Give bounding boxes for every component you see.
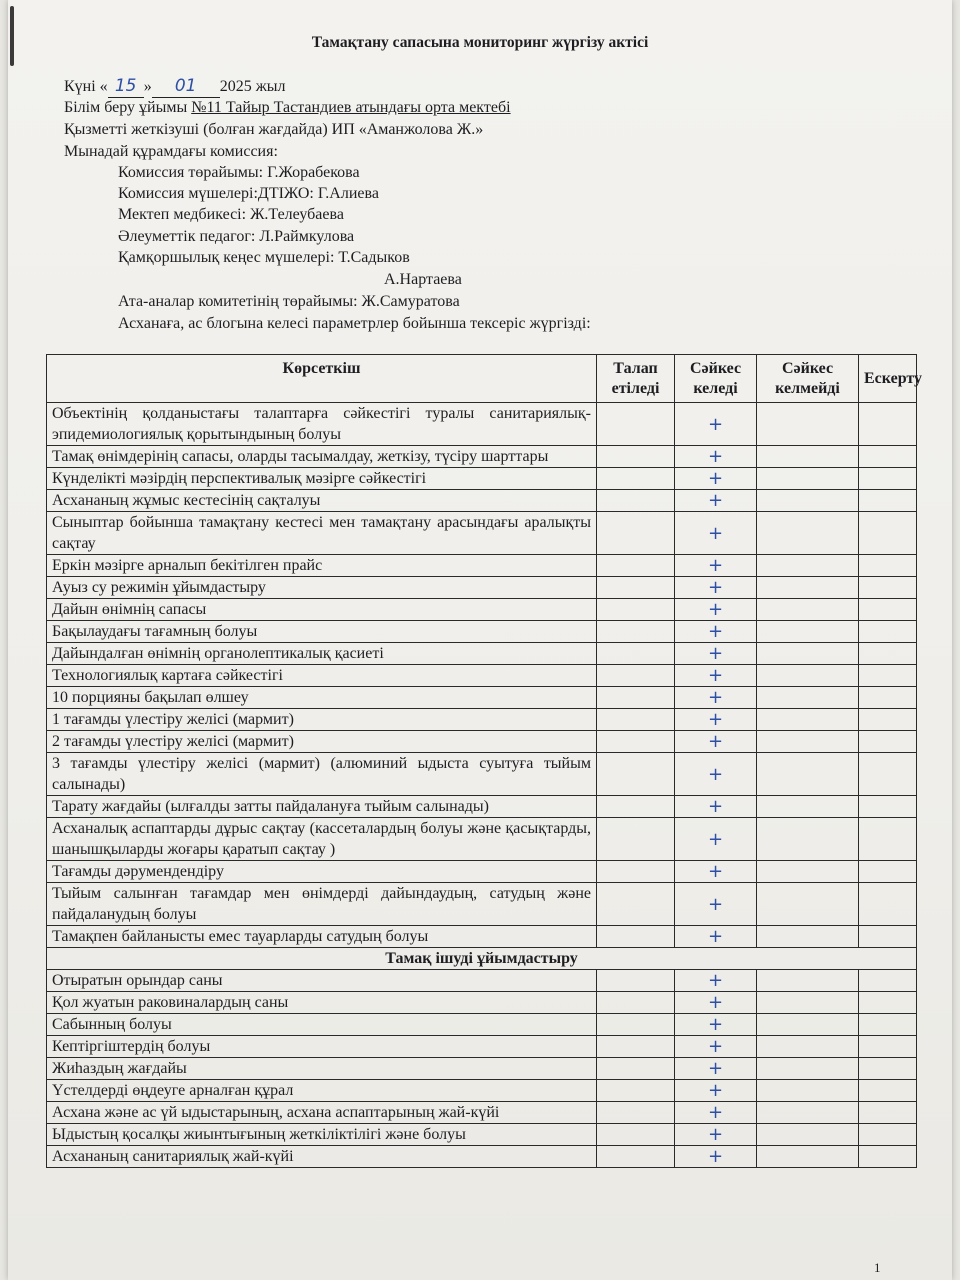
indicator-cell: Үстелдерді өңдеуге арналған құрал xyxy=(47,1080,597,1102)
noncompliant-cell xyxy=(757,883,859,926)
compliant-cell: + xyxy=(675,818,757,861)
required-cell xyxy=(597,1124,675,1146)
supplier-line: Қызметті жеткізуші (болған жағдайда) ИП «Аманжолова Ж.» xyxy=(64,121,484,138)
commission-member: Әлеуметтік педагог: Л.Раймкулова xyxy=(118,228,355,245)
commission-member: Комиссия мүшелері:ДТІЖО: Г.Алиева xyxy=(118,185,379,202)
note-cell xyxy=(859,753,917,796)
noncompliant-cell xyxy=(757,403,859,446)
noncompliant-cell xyxy=(757,555,859,577)
parents-chair: Ата-аналар комитетінің төрайымы: Ж.Самуратова xyxy=(118,293,460,310)
required-cell xyxy=(597,861,675,883)
indicator-cell: Тарату жағдайы (ылғалды затты пайдалануға тыйым салынады) xyxy=(47,796,597,818)
note-cell xyxy=(859,992,917,1014)
table-row xyxy=(47,403,917,446)
inspection-table xyxy=(46,354,923,1168)
compliant-cell: + xyxy=(675,446,757,468)
table-row xyxy=(47,599,917,621)
table-row xyxy=(47,468,917,490)
required-cell xyxy=(597,818,675,861)
noncompliant-cell xyxy=(757,796,859,818)
indicator-cell: Жиһаздың жағдайы xyxy=(47,1058,597,1080)
compliant-cell: + xyxy=(675,1014,757,1036)
noncompliant-cell xyxy=(757,446,859,468)
indicator-cell: Ыдыстың қосалқы жиынтығының жеткіліктілігі және болуы xyxy=(47,1124,597,1146)
note-cell xyxy=(859,621,917,643)
compliant-cell: + xyxy=(675,643,757,665)
header-indicator: Көрсеткіш xyxy=(47,355,597,403)
note-cell xyxy=(859,731,917,753)
indicator-cell: Қол жуатын раковиналардың саны xyxy=(47,992,597,1014)
section-row xyxy=(47,948,917,970)
required-cell xyxy=(597,490,675,512)
document-title: Тамақтану сапасына мониторинг жүргізу актісі xyxy=(311,34,649,51)
noncompliant-cell xyxy=(757,577,859,599)
indicator-cell: Отыратын орындар саны xyxy=(47,970,597,992)
table-row xyxy=(47,665,917,687)
compliant-cell: + xyxy=(675,1124,757,1146)
indicator-cell: Тағамды дәрумендендіру xyxy=(47,861,597,883)
indicator-cell: Бақылаудағы тағамның болуы xyxy=(47,621,597,643)
compliant-cell: + xyxy=(675,490,757,512)
note-cell xyxy=(859,1102,917,1124)
noncompliant-cell xyxy=(757,512,859,555)
table-row xyxy=(47,970,917,992)
table-row xyxy=(47,1014,917,1036)
required-cell xyxy=(597,1058,675,1080)
indicator-cell: Асхана және ас үй ыдыстарының, асхана аспаптарының жай-күйі xyxy=(47,1102,597,1124)
note-cell xyxy=(859,861,917,883)
noncompliant-cell xyxy=(757,731,859,753)
noncompliant-cell xyxy=(757,753,859,796)
required-cell xyxy=(597,970,675,992)
compliant-cell: + xyxy=(675,1058,757,1080)
note-cell xyxy=(859,818,917,861)
required-cell xyxy=(597,1146,675,1168)
indicator-cell: Дайындалған өнімнің органолептикалық қасиеті xyxy=(47,643,597,665)
compliant-cell: + xyxy=(675,1102,757,1124)
table-row xyxy=(47,883,917,926)
required-cell xyxy=(597,599,675,621)
noncompliant-cell xyxy=(757,709,859,731)
school-line: Білім беру ұйымы №11 Тайыр Тастандиев атындағы орта мектебі xyxy=(64,99,511,116)
table-row xyxy=(47,1102,917,1124)
table-row xyxy=(47,577,917,599)
compliant-cell: + xyxy=(675,468,757,490)
required-cell xyxy=(597,643,675,665)
required-cell xyxy=(597,621,675,643)
required-cell xyxy=(597,446,675,468)
noncompliant-cell xyxy=(757,1124,859,1146)
header-note: Ескерту xyxy=(859,355,917,403)
note-cell xyxy=(859,512,917,555)
compliant-cell: + xyxy=(675,926,757,948)
note-cell xyxy=(859,643,917,665)
compliant-cell: + xyxy=(675,796,757,818)
commission-member: Мектеп медбикесі: Ж.Телеубаева xyxy=(118,206,344,223)
note-cell xyxy=(859,403,917,446)
noncompliant-cell xyxy=(757,818,859,861)
indicator-cell: Ауыз су режимін ұйымдастыру xyxy=(47,577,597,599)
commission-member-extra: А.Нартаева xyxy=(384,271,462,288)
date-day: 15 xyxy=(114,76,137,96)
compliant-cell: + xyxy=(675,555,757,577)
compliant-cell: + xyxy=(675,753,757,796)
inspection-text: Асханаға, ас блогына келесі параметрлер бойынша тексеріс жүргізді: xyxy=(118,315,591,332)
indicator-cell: Асханалық аспаптарды дұрыс сақтау (кассеталардың болуы және қасықтарды, шанышқыларды жоғары қаратып сақтау ) xyxy=(47,818,597,861)
compliant-cell: + xyxy=(675,403,757,446)
indicator-cell: Технологиялық картаға сәйкестігі xyxy=(47,665,597,687)
note-cell xyxy=(859,577,917,599)
compliant-cell: + xyxy=(675,709,757,731)
noncompliant-cell xyxy=(757,861,859,883)
table-row xyxy=(47,1124,917,1146)
date-month: 01 xyxy=(174,76,197,96)
commission-member: Комиссия төрайымы: Г.Жорабекова xyxy=(118,164,360,181)
indicator-cell: 10 порцияны бақылап өлшеу xyxy=(47,687,597,709)
table-row xyxy=(47,709,917,731)
indicator-cell: Күнделікті мәзірдің перспективалық мәзірге сәйкестігі xyxy=(47,468,597,490)
indicator-cell: Кептіргіштердің болуы xyxy=(47,1036,597,1058)
table-row xyxy=(47,926,917,948)
header-compliant: Сәйкес келеді xyxy=(675,355,757,403)
noncompliant-cell xyxy=(757,1146,859,1168)
compliant-cell: + xyxy=(675,512,757,555)
school-name: №11 Тайыр Тастандиев атындағы орта мектебі xyxy=(191,99,511,116)
required-cell xyxy=(597,577,675,599)
note-cell xyxy=(859,1058,917,1080)
indicator-cell: Тыйым салынған тағамдар мен өнімдерді дайындаудың, сатудың және пайдаланудың болуы xyxy=(47,883,597,926)
required-cell xyxy=(597,1102,675,1124)
required-cell xyxy=(597,709,675,731)
noncompliant-cell xyxy=(757,468,859,490)
table-row xyxy=(47,818,917,861)
required-cell xyxy=(597,796,675,818)
indicator-cell: 2 тағамды үлестіру желісі (мармит) xyxy=(47,731,597,753)
table-row xyxy=(47,861,917,883)
table-row xyxy=(47,1080,917,1102)
noncompliant-cell xyxy=(757,992,859,1014)
required-cell xyxy=(597,883,675,926)
compliant-cell: + xyxy=(675,577,757,599)
note-cell xyxy=(859,1124,917,1146)
note-cell xyxy=(859,665,917,687)
noncompliant-cell xyxy=(757,490,859,512)
date-line: Күні « 15 » 01 2025 жыл xyxy=(64,76,286,96)
required-cell xyxy=(597,1036,675,1058)
noncompliant-cell xyxy=(757,1102,859,1124)
indicator-cell: Сабынның болуы xyxy=(47,1014,597,1036)
table-row xyxy=(47,512,917,555)
table-row xyxy=(47,643,917,665)
required-cell xyxy=(597,1080,675,1102)
compliant-cell: + xyxy=(675,1036,757,1058)
table-row xyxy=(47,1036,917,1058)
noncompliant-cell xyxy=(757,970,859,992)
required-cell xyxy=(597,926,675,948)
required-cell xyxy=(597,665,675,687)
required-cell xyxy=(597,753,675,796)
noncompliant-cell xyxy=(757,926,859,948)
table-row xyxy=(47,687,917,709)
header-noncompliant: Сәйкес келмейді xyxy=(757,355,859,403)
compliant-cell: + xyxy=(675,992,757,1014)
indicator-cell: Еркін мәзірге арналып бекітілген прайс xyxy=(47,555,597,577)
note-cell xyxy=(859,468,917,490)
table-row xyxy=(47,753,917,796)
noncompliant-cell xyxy=(757,643,859,665)
note-cell xyxy=(859,709,917,731)
header-required: Талап етіледі xyxy=(597,355,675,403)
note-cell xyxy=(859,796,917,818)
note-cell xyxy=(859,490,917,512)
table-row xyxy=(47,992,917,1014)
noncompliant-cell xyxy=(757,1014,859,1036)
required-cell xyxy=(597,555,675,577)
indicator-cell: Объектінің қолданыстағы талаптарға сәйкестігі туралы санитариялық-эпидемиологиялық қорытындының болуы xyxy=(47,403,597,446)
commission-intro: Мынадай құрамдағы комиссия: xyxy=(64,143,278,160)
note-cell xyxy=(859,926,917,948)
required-cell xyxy=(597,468,675,490)
note-cell xyxy=(859,555,917,577)
required-cell xyxy=(597,512,675,555)
table-row xyxy=(47,731,917,753)
noncompliant-cell xyxy=(757,621,859,643)
table-row xyxy=(47,1146,917,1168)
note-cell xyxy=(859,446,917,468)
required-cell xyxy=(597,403,675,446)
compliant-cell: + xyxy=(675,1146,757,1168)
compliant-cell: + xyxy=(675,599,757,621)
compliant-cell: + xyxy=(675,970,757,992)
note-cell xyxy=(859,883,917,926)
noncompliant-cell xyxy=(757,1036,859,1058)
noncompliant-cell xyxy=(757,1058,859,1080)
required-cell xyxy=(597,731,675,753)
noncompliant-cell xyxy=(757,665,859,687)
section-title: Тамақ ішуді ұйымдастыру xyxy=(47,948,917,970)
noncompliant-cell xyxy=(757,687,859,709)
indicator-cell: 3 тағамды үлестіру желісі (мармит) (алюминий ыдыста суытуға тыйым салынады) xyxy=(47,753,597,796)
note-cell xyxy=(859,1146,917,1168)
indicator-cell: Дайын өнімнің сапасы xyxy=(47,599,597,621)
table-row xyxy=(47,621,917,643)
noncompliant-cell xyxy=(757,599,859,621)
page-number: 1 xyxy=(874,1260,881,1275)
compliant-cell: + xyxy=(675,621,757,643)
required-cell xyxy=(597,687,675,709)
indicator-cell: Асхананың жұмыс кестесінің сақталуы xyxy=(47,490,597,512)
note-cell xyxy=(859,1036,917,1058)
note-cell xyxy=(859,687,917,709)
table-row xyxy=(47,1058,917,1080)
required-cell xyxy=(597,992,675,1014)
required-cell xyxy=(597,1014,675,1036)
table-header-row xyxy=(47,355,917,403)
table-row xyxy=(47,446,917,468)
compliant-cell: + xyxy=(675,883,757,926)
commission-member: Қамқоршылық кеңес мүшелері: Т.Садыков xyxy=(118,249,410,266)
indicator-cell: Тамақ өнімдерінің сапасы, оларды тасымалдау, жеткізу, түсіру шарттары xyxy=(47,446,597,468)
note-cell xyxy=(859,599,917,621)
note-cell xyxy=(859,970,917,992)
table-row xyxy=(47,555,917,577)
indicator-cell: Тамақпен байланысты емес тауарларды сатудың болуы xyxy=(47,926,597,948)
compliant-cell: + xyxy=(675,1080,757,1102)
indicator-cell: Асхананың санитариялық жай-күйі xyxy=(47,1146,597,1168)
indicator-cell: Сыныптар бойынша тамақтану кестесі мен тамақтану арасындағы аралықты сақтау xyxy=(47,512,597,555)
note-cell xyxy=(859,1014,917,1036)
noncompliant-cell xyxy=(757,1080,859,1102)
table-row xyxy=(47,490,917,512)
compliant-cell: + xyxy=(675,731,757,753)
indicator-cell: 1 тағамды үлестіру желісі (мармит) xyxy=(47,709,597,731)
note-cell xyxy=(859,1080,917,1102)
compliant-cell: + xyxy=(675,665,757,687)
table-row xyxy=(47,796,917,818)
compliant-cell: + xyxy=(675,861,757,883)
compliant-cell: + xyxy=(675,687,757,709)
